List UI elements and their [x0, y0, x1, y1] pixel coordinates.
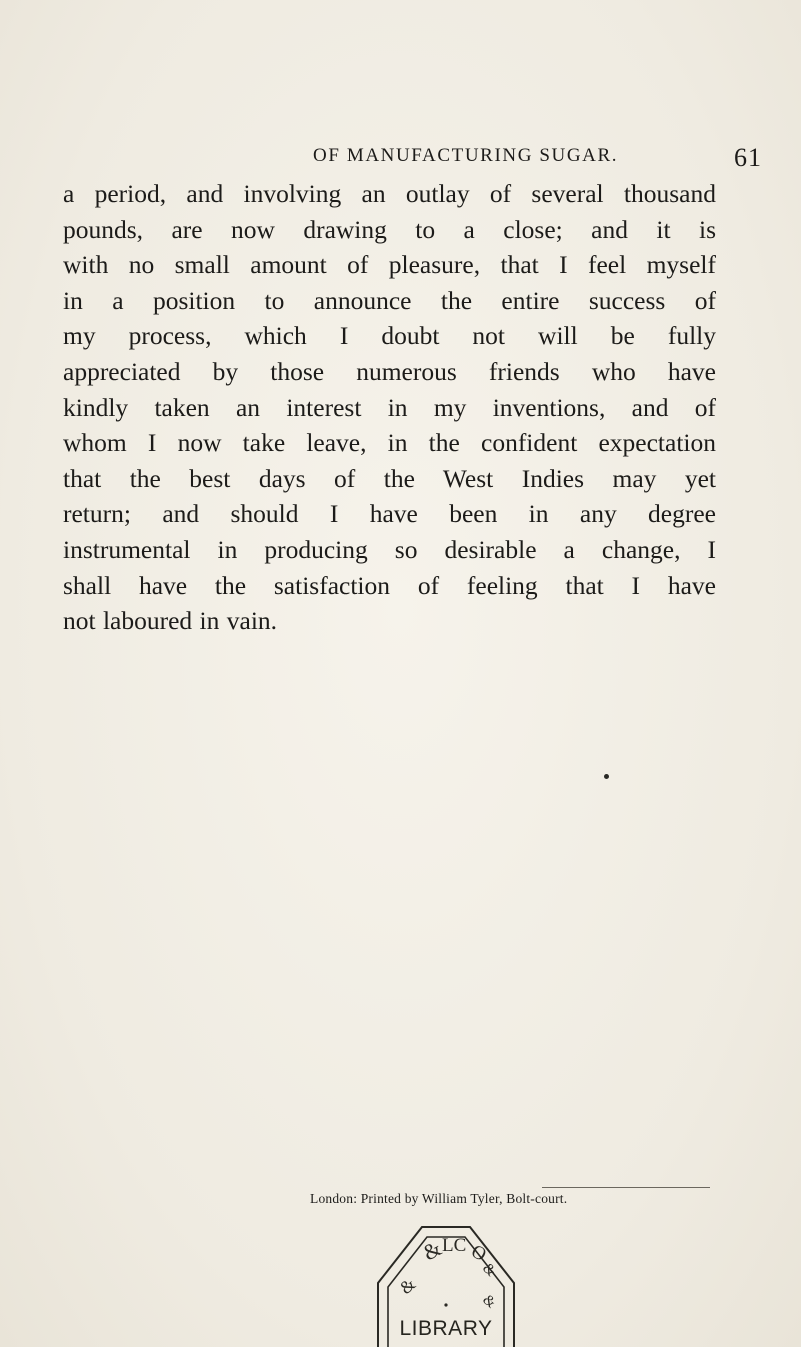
text-line: return; and should I have been in any degree — [63, 499, 716, 529]
text-line: appreciated by those numerous friends who have — [63, 356, 716, 386]
svg-text:&: & — [395, 1273, 420, 1299]
text-line: that the best days of the West Indies may yet — [63, 463, 716, 493]
svg-text:&: & — [479, 1260, 499, 1280]
imprint-rule — [542, 1187, 710, 1188]
running-head — [0, 143, 801, 171]
svg-text:LC: LC — [442, 1235, 467, 1256]
text-line-last: not laboured in vain. — [63, 606, 278, 636]
ink-speck — [604, 774, 609, 779]
running-title: OF MANUFACTURING SUGAR. — [313, 145, 619, 166]
svg-text:&: & — [479, 1291, 499, 1312]
imprint-text: London: Printed by William Tyler, Bolt-court. — [310, 1191, 568, 1206]
text-line: with no small amount of pleasure, that I feel myself — [63, 250, 716, 280]
text-line: instrumental in producing so desirable a change, I — [63, 534, 716, 564]
library-stamp — [370, 1213, 522, 1347]
text-line: shall have the satisfaction of feeling that I have — [63, 570, 716, 600]
text-line: kindly taken an interest in my inventions, and of — [63, 392, 716, 422]
text-line: whom I now take leave, in the confident expectation — [63, 428, 716, 458]
text-line: pounds, are now drawing to a close; and it is — [63, 214, 716, 244]
svg-text:O: O — [467, 1240, 490, 1266]
text-line: my process, which I doubt not will be fully — [63, 321, 716, 351]
page-number: 61 — [734, 143, 762, 172]
text-line: a period, and involving an outlay of several thousand — [63, 179, 716, 208]
stamp-label: LIBRARY — [399, 1317, 493, 1340]
printer-imprint — [310, 1187, 710, 1211]
body-paragraph — [63, 176, 716, 639]
svg-text:&: & — [418, 1235, 446, 1266]
text-line: in a position to announce the entire success of — [63, 285, 716, 315]
